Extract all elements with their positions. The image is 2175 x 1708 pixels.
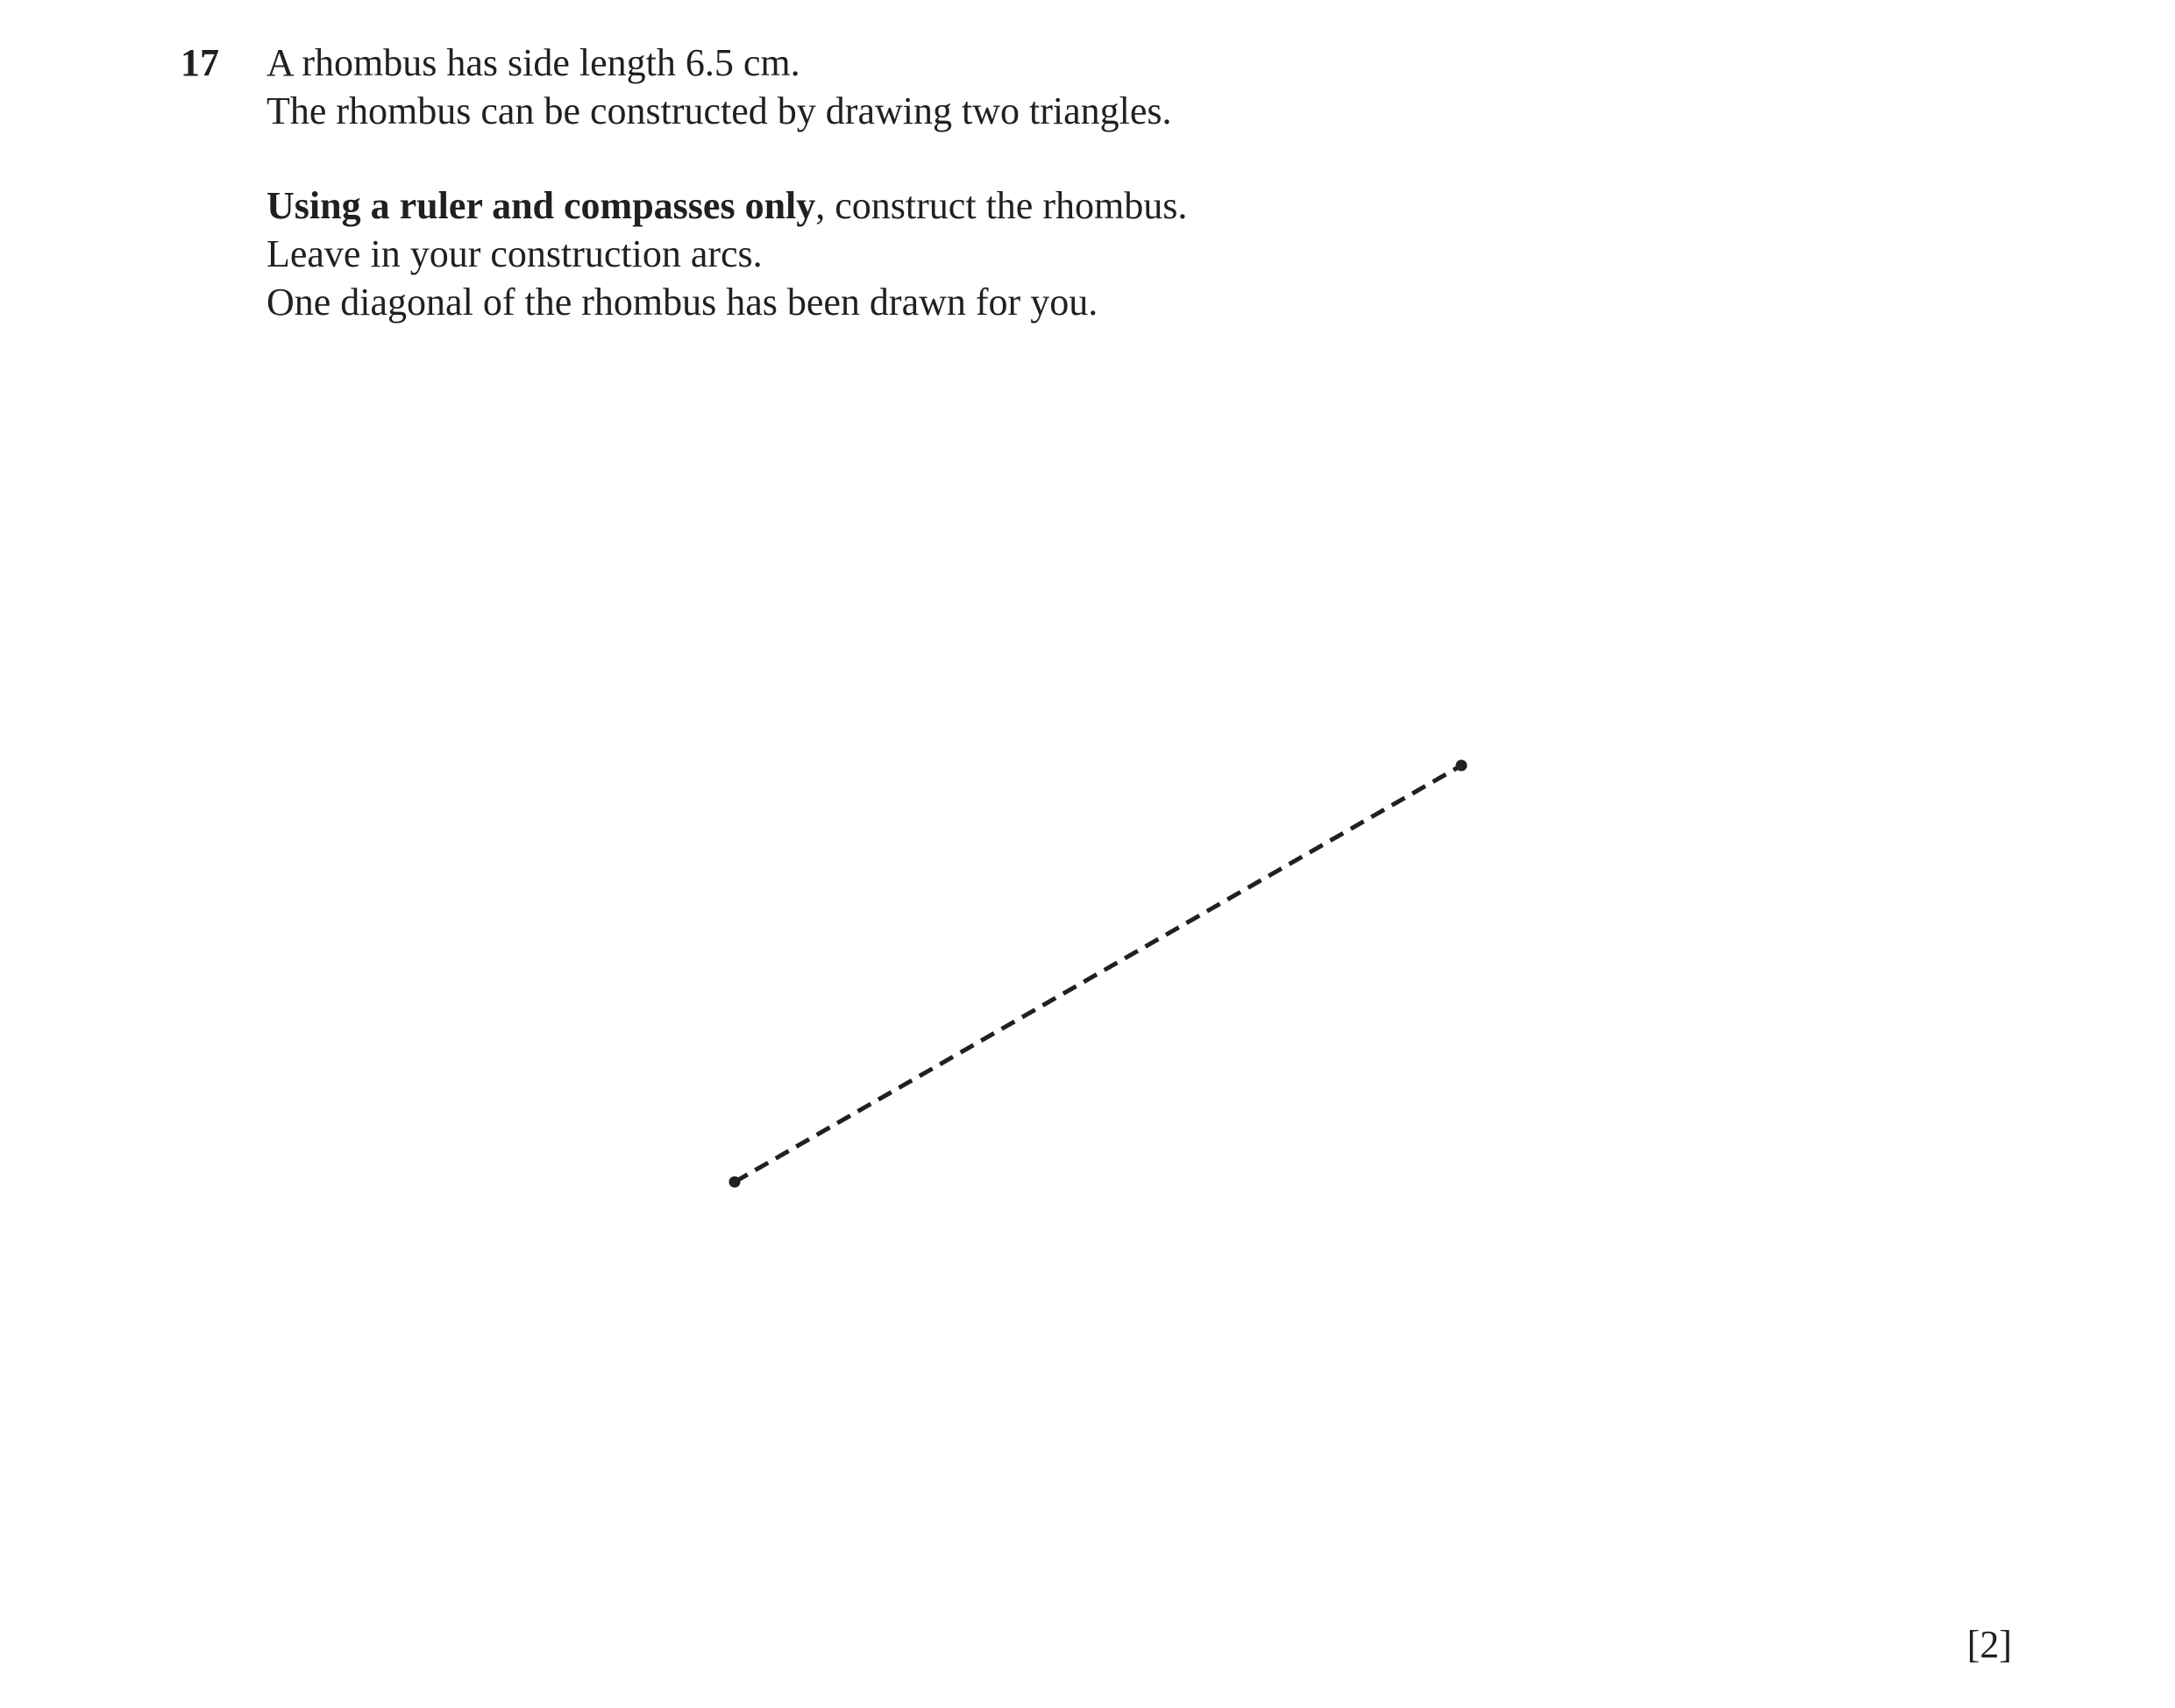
question-number: 17 <box>181 41 219 84</box>
question-line-arcs: Leave in your construction arcs. <box>267 232 763 275</box>
question-line-diagonal: One diagonal of the rhombus has been drawn for you. <box>267 281 1098 324</box>
question-line-triangles: The rhombus can be constructed by drawing two triangles. <box>267 89 1172 132</box>
question-text <box>267 39 1932 326</box>
marks-label: [2] <box>1966 1623 2012 1666</box>
diagonal-endpoint-lower <box>729 1177 741 1188</box>
paragraph-gap <box>267 135 1932 181</box>
diagonal-endpoint-upper <box>1456 760 1468 772</box>
question-line-side-length: A rhombus has side length 6.5 cm. <box>267 41 800 84</box>
diagonal-line <box>735 765 1461 1182</box>
instruction-bold: Using a ruler and compasses only <box>267 184 816 227</box>
instruction-rest: , construct the rhombus. <box>815 184 1188 227</box>
question-instruction <box>267 181 1932 230</box>
